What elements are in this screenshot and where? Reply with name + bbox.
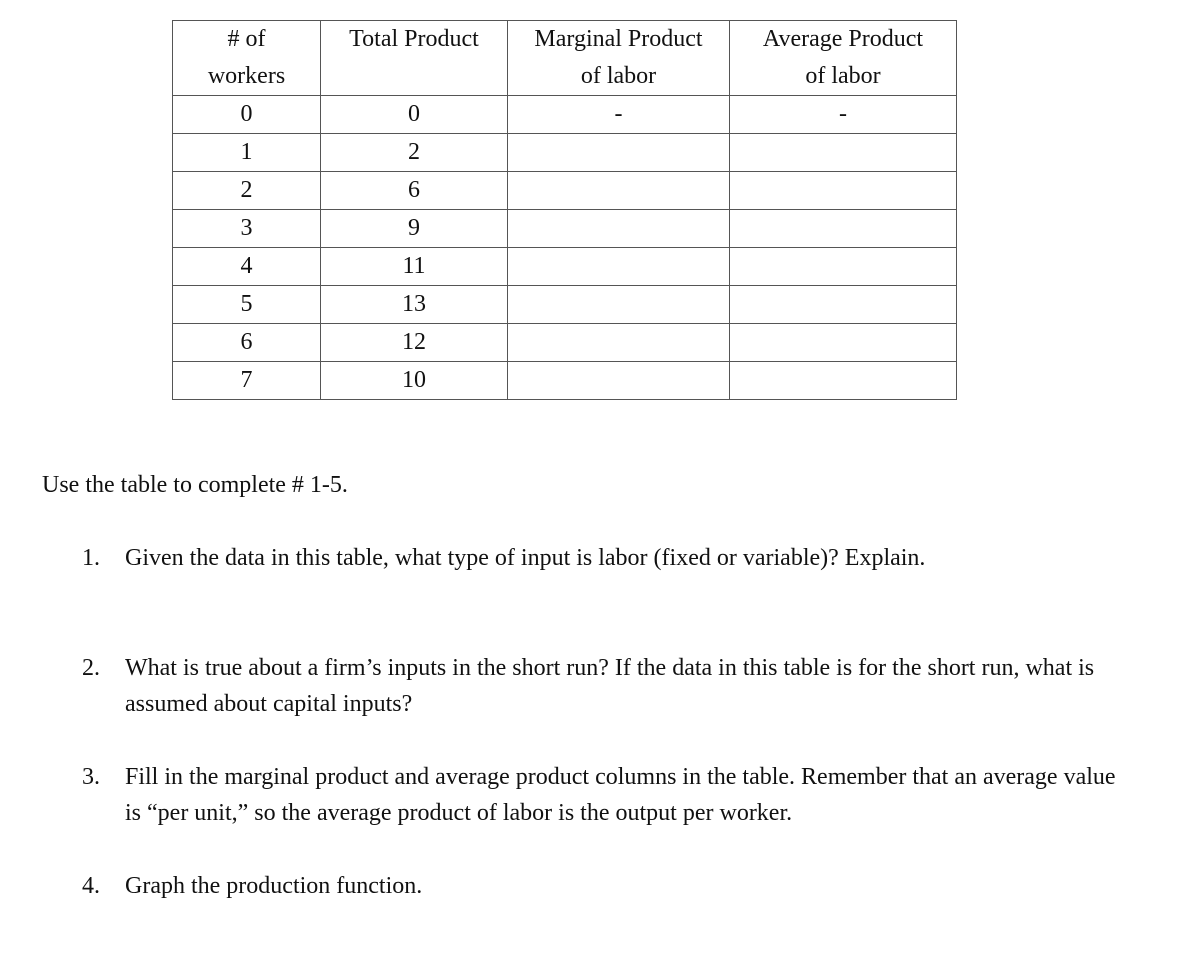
question-number: 4.	[82, 873, 100, 899]
table-row	[173, 96, 957, 134]
cell-total-product: 11	[321, 248, 508, 286]
cell-average-product[interactable]	[730, 286, 957, 324]
cell-workers: 3	[173, 210, 321, 248]
cell-average-product[interactable]	[730, 362, 957, 400]
question-4	[82, 868, 1122, 904]
question-number: 1.	[82, 545, 100, 571]
header-total-line1: Total Product	[349, 26, 479, 52]
question-text: Given the data in this table, what type of input is labor (fixed or variable)? Explain.	[125, 545, 926, 571]
question-text: What is true about a firm’s inputs in the short run? If the data in this table is for the short run, what is assumed about capital inputs?	[125, 655, 1095, 717]
cell-marginal-product[interactable]	[508, 324, 730, 362]
header-marginal-line1: Marginal Product	[534, 26, 703, 52]
cell-average-product[interactable]	[730, 324, 957, 362]
cell-total-product: 0	[321, 96, 508, 134]
cell-marginal-product[interactable]	[508, 172, 730, 210]
instructions-text: Use the table to complete # 1-5.	[42, 472, 348, 498]
table-row	[173, 134, 957, 172]
question-3	[82, 759, 1122, 831]
production-table	[172, 20, 957, 400]
cell-workers: 0	[173, 96, 321, 134]
table-row	[173, 172, 957, 210]
cell-workers: 5	[173, 286, 321, 324]
cell-total-product: 6	[321, 172, 508, 210]
cell-workers: 4	[173, 248, 321, 286]
cell-average-product[interactable]	[730, 248, 957, 286]
cell-marginal-product[interactable]	[508, 134, 730, 172]
header-marginal-line2: of labor	[580, 63, 657, 89]
cell-average-product[interactable]	[730, 134, 957, 172]
cell-workers: 1	[173, 134, 321, 172]
cell-marginal-product[interactable]: -	[508, 96, 730, 134]
header-total-product	[321, 21, 508, 96]
question-number: 3.	[82, 764, 100, 790]
header-average-line2: of labor	[805, 63, 881, 89]
cell-total-product: 9	[321, 210, 508, 248]
table-row	[173, 324, 957, 362]
cell-marginal-product[interactable]	[508, 286, 730, 324]
question-2	[82, 650, 1122, 722]
cell-marginal-product[interactable]	[508, 248, 730, 286]
table-row	[173, 286, 957, 324]
cell-average-product[interactable]: -	[730, 96, 957, 134]
header-average-product	[730, 21, 957, 96]
cell-total-product: 2	[321, 134, 508, 172]
header-workers-line2: workers	[207, 63, 286, 89]
cell-workers: 6	[173, 324, 321, 362]
header-marginal-product	[508, 21, 730, 96]
table-row	[173, 362, 957, 400]
question-text: Graph the production function.	[125, 873, 423, 899]
cell-marginal-product[interactable]	[508, 362, 730, 400]
cell-total-product: 13	[321, 286, 508, 324]
question-text: Fill in the marginal product and average product columns in the table. Remember that an average value is “per unit,” so the average product of labor is the output per worker.	[125, 764, 1116, 826]
table-row	[173, 248, 957, 286]
cell-average-product[interactable]	[730, 172, 957, 210]
table-row	[173, 210, 957, 248]
question-number: 2.	[82, 655, 100, 681]
cell-workers: 2	[173, 172, 321, 210]
cell-marginal-product[interactable]	[508, 210, 730, 248]
table-header-row	[173, 21, 957, 96]
cell-workers: 7	[173, 362, 321, 400]
header-average-line1: Average Product	[762, 26, 924, 52]
header-workers	[173, 21, 321, 96]
header-workers-line1: # of	[227, 26, 266, 52]
cell-total-product: 10	[321, 362, 508, 400]
question-1	[82, 540, 1122, 576]
cell-total-product: 12	[321, 324, 508, 362]
cell-average-product[interactable]	[730, 210, 957, 248]
